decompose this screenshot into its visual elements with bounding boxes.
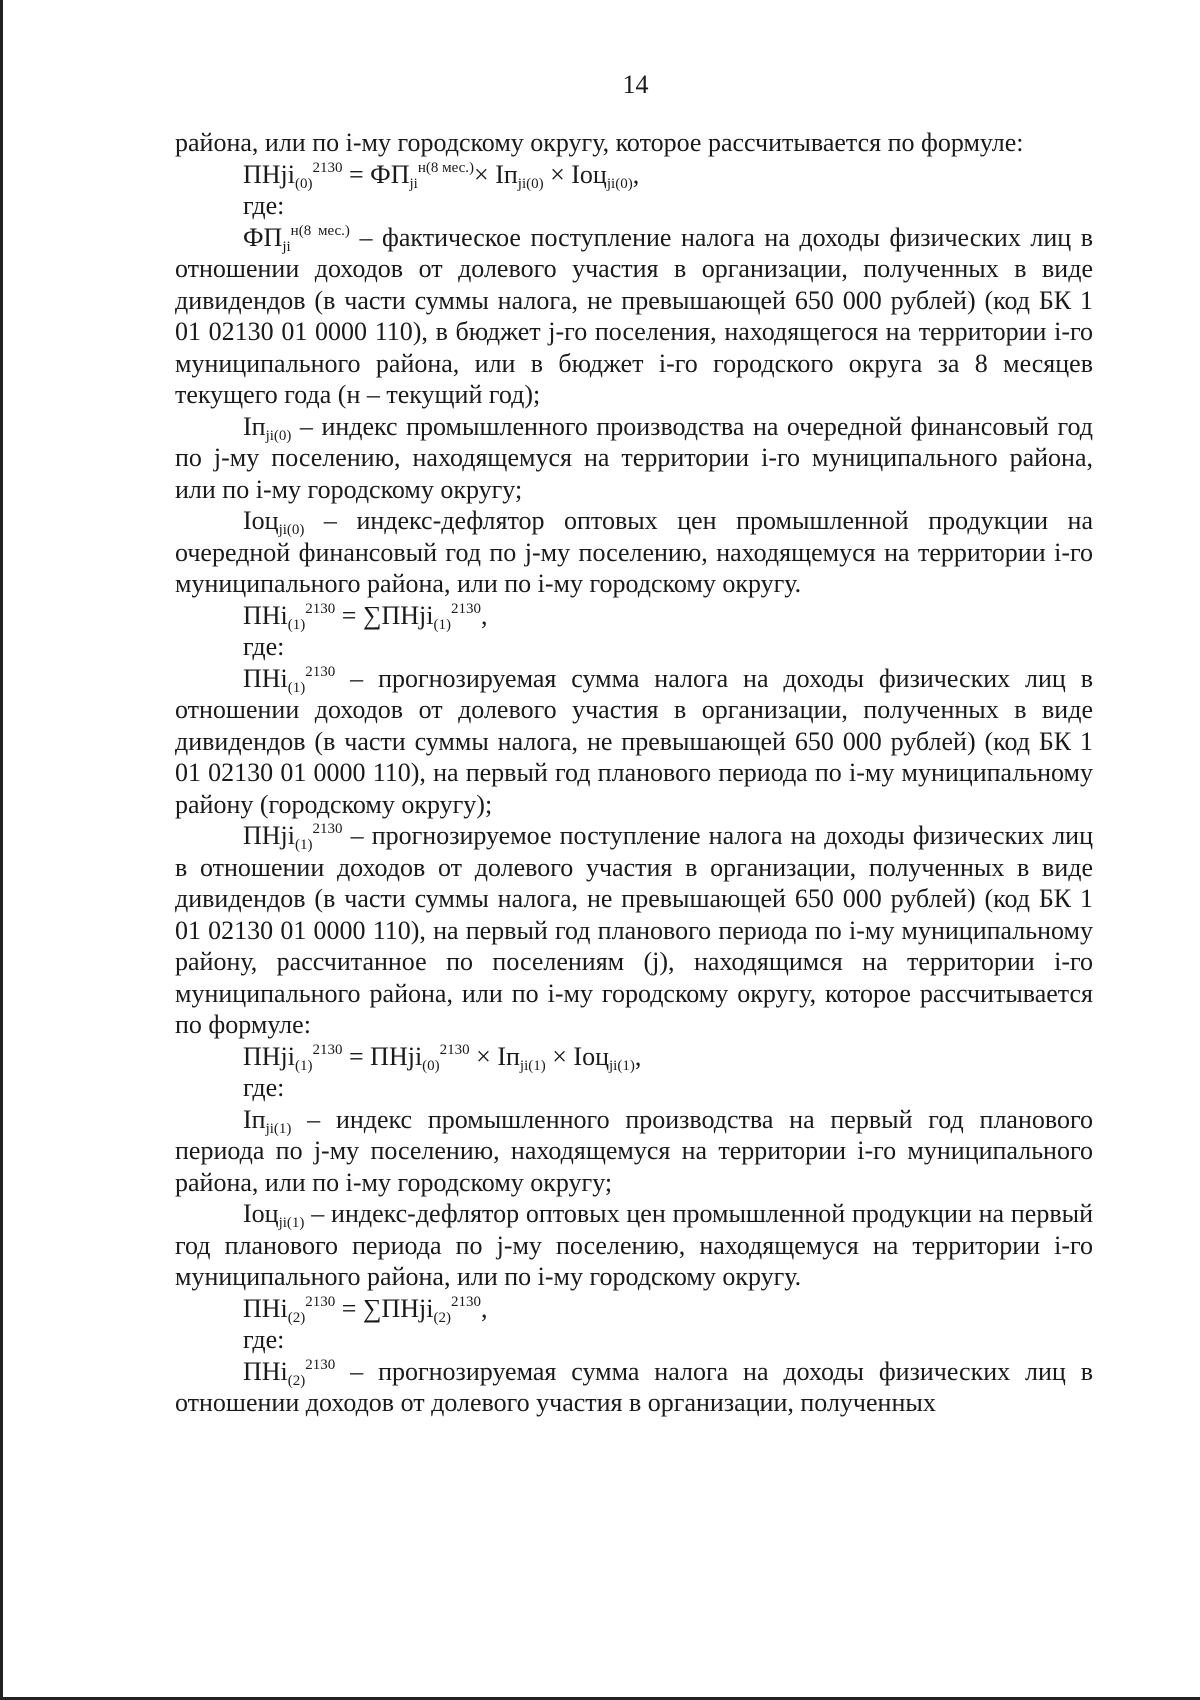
- paragraph: [175, 127, 1093, 159]
- subscript: ji(0): [517, 175, 544, 192]
- paragraph: [175, 1198, 1093, 1293]
- subscript: ji(1): [265, 1120, 292, 1137]
- superscript: 2130: [312, 1041, 343, 1058]
- subscript: ji(0): [606, 175, 633, 192]
- subscript: ji(1): [519, 1057, 546, 1074]
- superscript: н(8 мес.): [290, 222, 350, 239]
- subscript: ji(1): [278, 1215, 305, 1231]
- where-label: [175, 190, 1093, 222]
- text-run: – индекс промышленного производства на первый год планового периода по j-му поселению, находящемуся на территории i-го муниципального района, или по i-му городскому округу;: [175, 1104, 1093, 1197]
- superscript: н(8 мес.): [417, 159, 475, 176]
- paragraph: [175, 222, 1093, 411]
- paragraph: [175, 1104, 1093, 1199]
- text-run: ,: [634, 1041, 642, 1071]
- text-run: где:: [243, 1073, 285, 1102]
- text-run: – индекс-дефлятор оптовых цен промышленной продукции на очередной финансовый год по j-му поселению, находящемуся на территории i-го муниципального района, или по i-му городскому округу.: [175, 506, 1093, 598]
- superscript: 2130: [450, 600, 481, 617]
- where-label: [175, 1324, 1093, 1356]
- text-run: Iоц: [243, 1199, 279, 1228]
- document-body: [175, 127, 1093, 1419]
- text-run: = ∑ПНji: [335, 1293, 434, 1323]
- superscript: 2130: [439, 1041, 470, 1058]
- formula: [175, 1293, 1093, 1325]
- subscript: (1): [287, 616, 306, 633]
- subscript: (1): [295, 1057, 313, 1074]
- subscript: ji: [409, 175, 418, 192]
- page-number: 14: [622, 70, 649, 99]
- text-run: ФП: [243, 222, 283, 252]
- superscript: 2130: [305, 1293, 336, 1310]
- formula: [175, 159, 1093, 191]
- subscript: (1): [433, 616, 451, 633]
- paragraph: [175, 1356, 1093, 1419]
- paragraph: [175, 505, 1093, 600]
- text-run: ПНji: [243, 159, 295, 189]
- text-run: = ПНji: [342, 1041, 423, 1071]
- superscript: 2130: [305, 1356, 336, 1373]
- where-label: [175, 631, 1093, 663]
- text-run: × Iоц: [545, 1041, 609, 1071]
- subscript: ji: [282, 238, 291, 255]
- text-run: ПНi: [243, 600, 288, 630]
- subscript: (2): [287, 1309, 306, 1326]
- subscript: ji(0): [278, 522, 305, 538]
- subscript: (2): [433, 1309, 451, 1326]
- subscript: (1): [287, 679, 306, 696]
- text-run: ,: [480, 1293, 488, 1323]
- text-run: ПНi: [243, 663, 288, 693]
- text-run: ПНi: [243, 1356, 288, 1386]
- text-run: ,: [480, 600, 488, 630]
- subscript: (0): [295, 175, 313, 192]
- text-run: – прогнозируемая сумма налога на доходы физических лиц в отношении доходов от долевого участия в организации, полученных: [175, 1356, 1093, 1417]
- text-run: = ФП: [342, 159, 410, 189]
- text-run: – прогнозируемая сумма налога на доходы физических лиц в отношении доходов от долевого участия в организации, полученных в виде дивидендов (в части суммы налога, не превышающей 650 000 рублей) (код БК 1 01 02130 01 0000 110), на первый год планового периода по i-му муниципальному району (городскому округу);: [175, 663, 1093, 819]
- text-run: ПНi: [243, 1293, 288, 1323]
- text-run: где:: [243, 1325, 285, 1354]
- text-run: Iп: [243, 1104, 266, 1134]
- text-run: – индекс промышленного производства на очередной финансовый год по j-му поселению, находящемуся на территории i-го муниципального района, или по i-му городскому округу;: [175, 411, 1093, 504]
- subscript: ji(0): [265, 427, 292, 444]
- text-run: ПНji: [243, 1041, 295, 1071]
- subscript: ji(1): [609, 1057, 635, 1074]
- text-run: – прогнозируемое поступление налога на доходы физических лиц в отношении доходов от долевого участия в организации, полученных в виде дивидендов (в части суммы налога, не превышающей 650 000 рублей) (код БК 1 01 02130 01 0000 110), на первый год планового периода по i-му муниципальному району, рассчитанное по поселениям (j), находящимся на территории i-го муниципального района, или по i-му городскому округу, которое рассчитывается по формуле:: [175, 821, 1093, 1039]
- subscript: (0): [422, 1057, 440, 1074]
- where-label: [175, 1072, 1093, 1104]
- text-run: ПНji: [243, 821, 295, 850]
- formula: [175, 1041, 1093, 1073]
- text-run: = ∑ПНji: [335, 600, 434, 630]
- paragraph: [175, 820, 1093, 1041]
- text-run: Iоц: [243, 506, 279, 535]
- formula: [175, 600, 1093, 632]
- text-run: × Iоц: [543, 159, 607, 189]
- superscript: 2130: [450, 1293, 481, 1310]
- text-run: где:: [243, 632, 285, 661]
- text-run: где:: [243, 191, 285, 220]
- text-run: × Iп: [469, 1041, 520, 1071]
- subscript: (1): [295, 837, 313, 853]
- text-run: – фактическое поступление налога на доходы физических лиц в отношении доходов от долевого участия в организации, полученных в виде дивидендов (в части суммы налога, не превышающей 650 000 рублей) (код БК 1 01 02130 01 0000 110), в бюджет j-го поселения, находящегося на территории i-го муниципального района, или в бюджет i-го городского округа за 8 месяцев текущего года (н – текущий год);: [175, 222, 1094, 409]
- superscript: 2130: [312, 159, 343, 176]
- superscript: 2130: [305, 600, 336, 617]
- paragraph: [175, 663, 1093, 821]
- superscript: 2130: [305, 663, 336, 680]
- text-run: – индекс-дефлятор оптовых цен промышленной продукции на первый год планового периода по j-му поселению, находящемуся на территории i-го муниципального района, или по i-му городскому округу.: [175, 1199, 1093, 1291]
- text-run: × Iп: [474, 159, 518, 189]
- superscript: 2130: [312, 821, 343, 837]
- paragraph: [175, 411, 1093, 506]
- text-run: ,: [632, 159, 640, 189]
- subscript: (2): [287, 1372, 306, 1389]
- text-run: района, или по i-му городскому округу, которое рассчитывается по формуле:: [175, 128, 1024, 157]
- text-run: Iп: [243, 411, 266, 441]
